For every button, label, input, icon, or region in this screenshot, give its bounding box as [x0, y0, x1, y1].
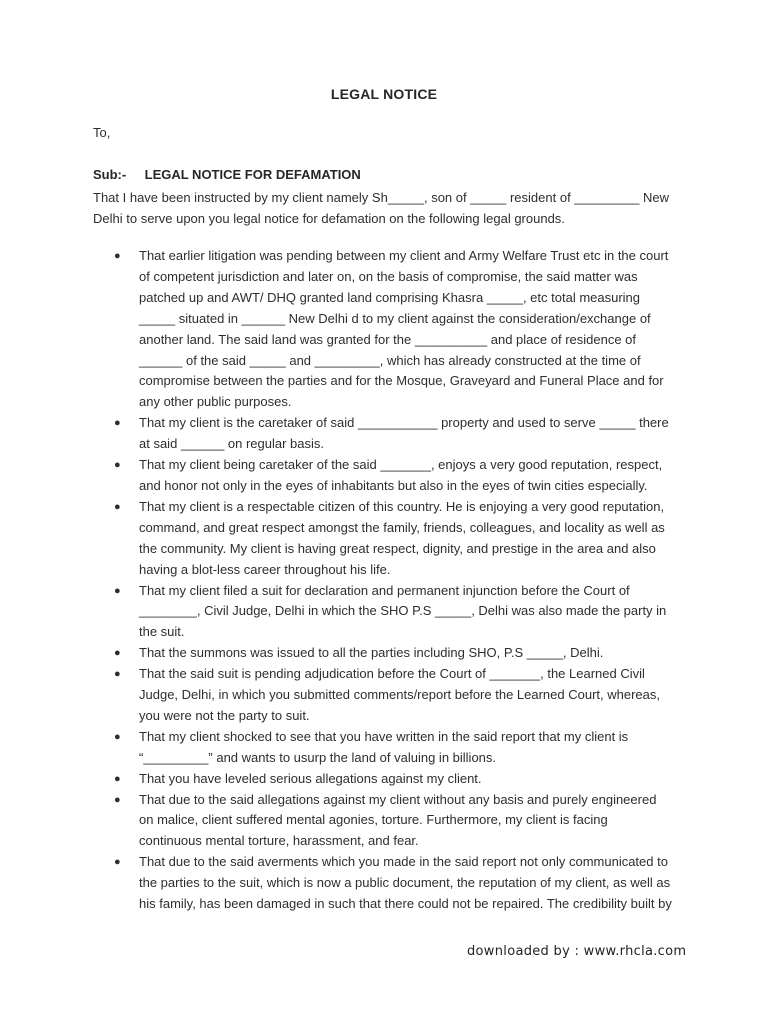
- intro-line-2: Delhi to serve upon you legal notice for defamation on the following legal grounds.: [93, 211, 565, 226]
- list-item: [0, 790, 674, 853]
- grounds-list: [0, 246, 768, 915]
- list-item: [0, 852, 674, 915]
- bullet-icon: ●: [114, 417, 121, 430]
- subject-line: [93, 167, 361, 182]
- intro-paragraph: [93, 187, 673, 229]
- list-item-text: That the summons was issued to all the parties including SHO, P.S _____, Delhi.: [139, 645, 604, 661]
- list-item-text: That earlier litigation was pending between my client and Army Welfare Trust etc in the court of competent jurisdiction and later on, on the basis of compromise, the said matter was patched up and AWT/ DHQ granted land comprising Khasra _____, etc total measuring _____ situated in ______ New Delhi d to my client against the consideration/exchange of another land. The said land was granted for the __________ and place of residence of ______ of the said _____ and _________, which has already constructed at the time of compromise between the parties and for the Mosque, Graveyard and Funeral Place and for any other public purposes.: [139, 248, 669, 410]
- list-item-text: That my client being caretaker of the said _______, enjoys a very good reputation, respect, and honor not only in the eyes of inhabitants but also in the eyes of twin cities especially.: [139, 457, 663, 493]
- bullet-icon: ●: [114, 584, 121, 597]
- list-item-text: That my client shocked to see that you have written in the said report that my client is “_________” and wants to usurp the land of valuing in billions.: [139, 728, 629, 765]
- list-item: [0, 497, 674, 581]
- bullet-icon: ●: [114, 668, 121, 681]
- document-title: LEGAL NOTICE: [330, 86, 438, 102]
- download-source-link[interactable]: downloaded by : www.rhcla.com: [467, 944, 687, 959]
- addressee-line: To,: [93, 125, 111, 140]
- bullet-icon: ●: [114, 856, 121, 869]
- bullet-icon: ●: [114, 250, 121, 262]
- bullet-icon: ●: [114, 459, 121, 472]
- list-item: [0, 246, 674, 413]
- list-item: [0, 413, 674, 455]
- list-item: [0, 581, 674, 644]
- intro-line-1: That I have been instructed by my client namely Sh_____, son of _____ resident of _________ New: [93, 190, 669, 205]
- list-item: [0, 769, 674, 790]
- bullet-icon: ●: [114, 500, 121, 513]
- list-item-text: That my client is the caretaker of said ___________ property and used to serve _____ there at said ______ on regular basis.: [139, 415, 669, 452]
- list-item-text: That the said suit is pending adjudication before the Court of _______, the Learned Civil Judge, Delhi, in which you submitted comments/report before the Learned Court, whereas, you were not the party to suit.: [139, 666, 660, 723]
- list-item-text: That due to the said allegations against my client without any basis and purely engineered on malice, client suffered mental agonies, torture. Furthermore, my client is facing continuous mental torture, harassment, and fear.: [139, 791, 657, 849]
- list-item: [0, 643, 674, 664]
- list-item-text: That my client is a respectable citizen of this country. He is enjoying a very good reputation, command, and great respect amongst the family, friends, colleagues, and locality as well as the community. My client is having great respect, dignity, and prestige in the area and also having a blot-less career throughout his life.: [139, 498, 665, 577]
- subject-text: LEGAL NOTICE FOR DEFAMATION: [144, 167, 361, 182]
- bullet-icon: ●: [114, 793, 121, 806]
- subject-label: Sub:-: [93, 167, 127, 182]
- list-item-text: That due to the said averments which you made in the said report not only communicated to the parties to the suit, which is now a public document, the reputation of my client, as well as his family, has been damaged in such that there could not be repaired. The credibility built by: [139, 854, 672, 912]
- list-item-text: That you have leveled serious allegations against my client.: [139, 770, 482, 786]
- bullet-icon: ●: [114, 772, 121, 785]
- bullet-icon: ●: [114, 730, 121, 743]
- list-item: [0, 664, 674, 727]
- list-item-text: That my client filed a suit for declaration and permanent injunction before the Court of ________, Civil Judge, Delhi in which the SHO P.S _____, Delhi was also made the party in the suit.: [139, 582, 667, 640]
- list-item: [0, 455, 674, 497]
- list-item: [0, 727, 674, 769]
- bullet-icon: ●: [114, 647, 121, 660]
